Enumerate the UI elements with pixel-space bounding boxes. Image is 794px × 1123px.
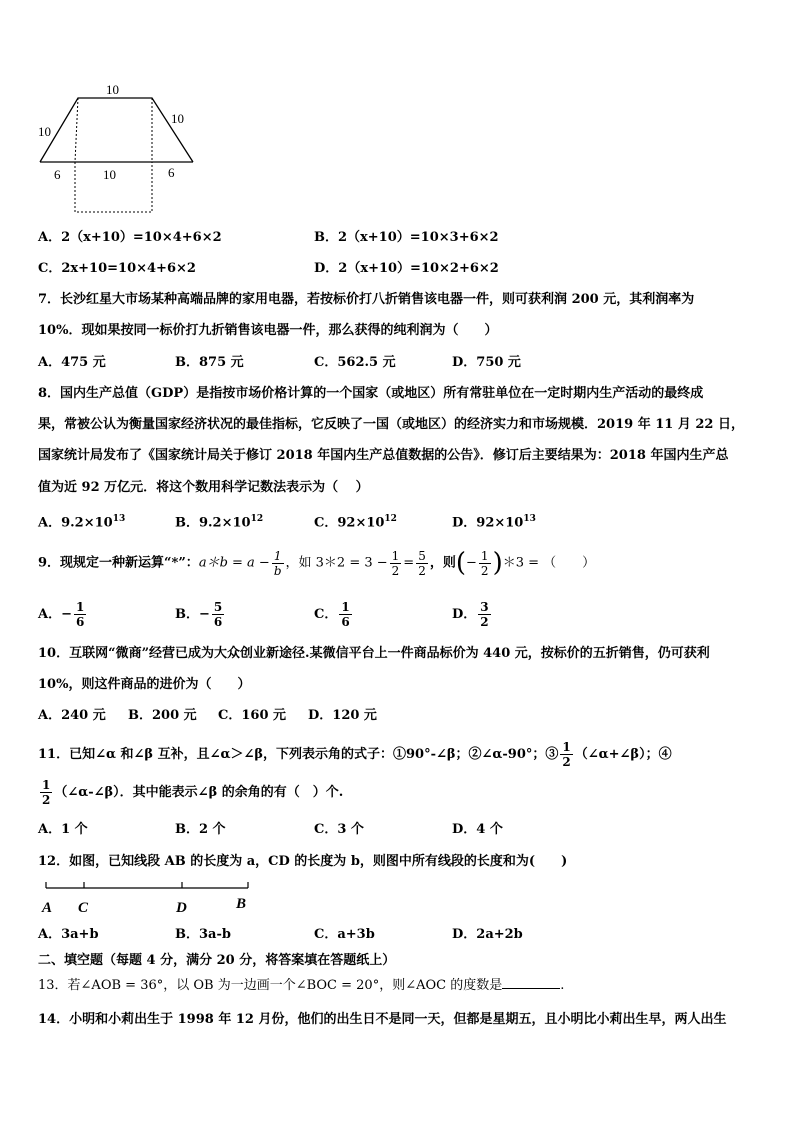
q10-line-2: 10%，则这件商品的进价为（ ）: [38, 677, 251, 692]
q7-option-b: B．875 元: [175, 355, 244, 370]
fig-bottom-mid-label: 10: [103, 167, 116, 182]
q7-option-d: D．750 元: [452, 355, 521, 370]
q12-option-b: B．3a-b: [175, 927, 231, 942]
point-c-label: C: [78, 900, 89, 916]
q8-line-4: 值为近 92 万亿元．将这个数用科学记数法表示为（ ）: [38, 480, 369, 495]
q7-line-2: 10%．现如果按同一标价打九折销售该电器一件，那么获得的纯利润为（ ）: [38, 323, 498, 338]
q9-option-a: A．− $\frac{1}{6}$: [38, 600, 85, 629]
q10-option-d: D．120 元: [308, 708, 377, 723]
q8-line-2: 果，常被公认为衡量国家经济状况的最佳指标，它反映了一国（或地区）的经济实力和市场规模．2019 年 11 月 22 日，: [38, 417, 744, 432]
q6-option-b: B．2（x+10）=10×3+6×2: [314, 230, 499, 245]
q12-line-1: 12．如图，已知线段 AB 的长度为 a，CD 的长度为 b，则图中所有线段的长度和为( ): [38, 854, 568, 869]
q12-option-c: C．a+3b: [314, 927, 375, 942]
q7-option-c: C．562.5 元: [314, 355, 396, 370]
q6-option-d: D．2（x+10）=10×2+6×2: [314, 261, 499, 276]
q14-line-1: 14．小明和小莉出生于 1998 年 12 月份，他们的出生日不是同一天，但都是星期五，且小明比小莉出生早，两人出生: [38, 1012, 727, 1027]
q13-answer-blank: [502, 988, 560, 989]
q11-option-b: B．2 个: [175, 822, 226, 837]
q10-option-b: B．200 元: [128, 708, 197, 723]
fig-right-label: 10: [171, 111, 184, 126]
q12-option-a: A．3a+b: [38, 927, 99, 942]
q8-line-1: 8．国内生产总值（GDP）是指按市场价格计算的一个国家（或地区）所有常驻单位在一定时期内生产活动的最终成: [38, 386, 704, 401]
q6-option-a: A．2（x+10）=10×4+6×2: [38, 230, 222, 245]
q8-option-c: C．$92\times 10^{12}$: [314, 514, 397, 531]
q11-line-1: 11．已知∠α 和∠β 互补，且∠α＞∠β，下列表示角的式子：①90°-∠β；②∠α-90°；③ $\frac{1}{2}$ （∠α+∠β）；④: [38, 740, 672, 769]
fig-top-label: 10: [106, 82, 119, 97]
section-heading: 二、填空题（每题 4 分，满分 20 分，将答案填在答题纸上）: [38, 953, 396, 968]
q8-line-3: 国家统计局发布了《国家统计局关于修订 2018 年国内生产总值数据的公告》．修订后主要结果为：2018 年国内生产总: [38, 448, 729, 463]
q7-option-a: A．475 元: [38, 355, 106, 370]
q12-option-d: D．2a+2b: [452, 927, 523, 942]
q11-option-a: A．1 个: [38, 822, 88, 837]
fig-bottom-left-label: 6: [54, 167, 61, 182]
q8-option-b: B．$9.2\times 10^{12}$: [175, 514, 264, 531]
q10-option-c: C．160 元: [218, 708, 287, 723]
q9-option-c: C． $\frac{1}{6}$: [314, 600, 350, 629]
trapezoid-figure: [30, 78, 205, 218]
q8-option-d: D．$92\times 10^{13}$: [452, 514, 536, 531]
q11-option-d: D．4 个: [452, 822, 503, 837]
segment-figure: [36, 876, 266, 920]
point-d-label: D: [176, 900, 187, 916]
q10-line-1: 10．互联网“微商”经营已成为大众创业新途径.某微信平台上一件商品标价为 440 元，按标价的五折销售，仍可获利: [38, 646, 710, 661]
point-b-label: B: [236, 896, 247, 912]
q8-option-a: A．$9.2\times 10^{13}$: [38, 514, 126, 531]
q9-stem: 9．现规定一种新运算“*”：a＊b = a − $\frac{1}{b}$ ，如 3＊2 = 3 − $\frac{1}{2}$ = $\frac{5}{2}$ ，则(− $\frac{1}{2}$ )＊3 = （ ）: [38, 548, 596, 578]
q11-line-2: $\frac{1}{2}$ （∠α-∠β）．其中能表示∠β 的余角的有（ ）个.: [42, 778, 344, 807]
q7-line-1: 7．长沙红星大市场某种高端品牌的家用电器，若按标价打八折销售该电器一件，则可获利润 200 元，其利润率为: [38, 292, 695, 307]
q9-option-d: D． $\frac{3}{2}$: [452, 600, 489, 629]
fig-left-label: 10: [38, 124, 51, 139]
q10-option-a: A．240 元: [38, 708, 106, 723]
q9-option-b: B．− $\frac{5}{6}$: [175, 600, 223, 629]
q13-stem: 13．若∠AOB = 36°，以 OB 为一边画一个∠BOC = 20°，则∠AOC 的度数是 .: [38, 978, 565, 993]
point-a-label: A: [42, 900, 53, 916]
q11-option-c: C．3 个: [314, 822, 364, 837]
fig-bottom-right-label: 6: [168, 165, 175, 180]
q6-option-c: C．2x+10=10×4+6×2: [38, 261, 196, 276]
